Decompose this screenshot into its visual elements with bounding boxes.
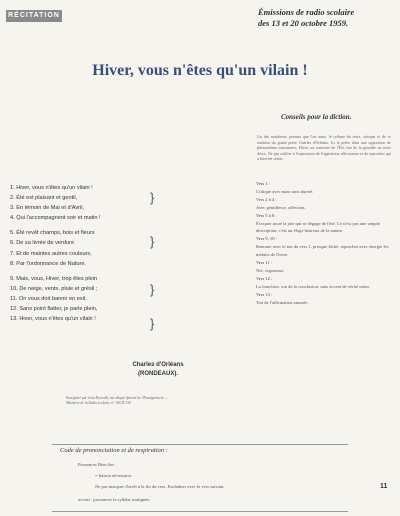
poem-line: 3. En témoin de Mai et d'Avril, xyxy=(10,205,85,212)
note-vers: Vers 1 : xyxy=(256,181,271,186)
note-vers: Vers 2 à 4 : xyxy=(256,196,277,202)
intro-paragraph: Un des nombreux poèmes que l'on aime, le rythme du texte, critique et de ce rondeau du grand poète Charles d'Orléans. Ici le poète dans une opposition de phénomènes saisonniers, Hiver, au contraire de l'Été, fait de la grisaille un triste décor. Ne pas oublier à l'expression de l'opposition affectueuse et de reproches qui a bien été sentie. xyxy=(257,134,391,162)
note-text: Critique avec mais sans dureté. xyxy=(256,188,314,194)
note-vers: Vers 13 : xyxy=(256,291,273,297)
poem-line: 7. Et de maintes autres couleurs, xyxy=(10,250,92,257)
broadcast-info xyxy=(258,7,396,29)
author-name: Charles d'Orléans xyxy=(132,362,184,368)
brace-mark: } xyxy=(150,316,155,331)
code-line: = liaison nécessaire. xyxy=(95,473,133,478)
note-vers: Vers 11 : xyxy=(256,260,273,266)
poem-line: 1. Hiver, vous n'êtes qu'un vilain ! xyxy=(10,185,93,191)
stanza-1 xyxy=(10,183,160,223)
recording-source-note: Enregistré par Jean Doerulle, sur disque Spécial de l'Enseignement — Ministère de la Radio scolaire, n° 106 D 330. xyxy=(66,396,168,405)
note-text: Avec gentillesse, affection. xyxy=(256,204,306,210)
page-number: 11 xyxy=(380,483,388,490)
poem-body xyxy=(10,183,160,331)
section-badge: RÉCITATION xyxy=(6,10,62,22)
note-text: Ton de l'affirmation amusée. xyxy=(256,299,309,305)
code-line: accent : prononcer la syllabe soulignée. xyxy=(78,497,151,502)
note-text: Évoquer toute la joie qui se dégage de l'été. Ce n'est pas une simple description, c'est un éloge heureux de la nature. xyxy=(256,220,380,234)
poem-line: 5. Été revêt champs, bois et fleurs xyxy=(10,230,95,237)
diction-notes xyxy=(256,180,396,307)
author-credit xyxy=(128,361,188,379)
conseils-heading: Conseils pour la diction. xyxy=(281,113,352,121)
poem-line: 2. Été est plaisant et gentil, xyxy=(10,195,78,202)
poem-line: 13. Hiver, vous n'êtes qu'un vilain ! xyxy=(10,316,96,323)
poem-line: 11. On vous doit bannir en exil. xyxy=(10,295,87,302)
poem-title: Hiver, vous n'êtes qu'un vilain ! xyxy=(92,62,308,79)
brace-mark: } xyxy=(150,190,155,205)
note-vers: Vers 12 : xyxy=(256,275,273,281)
poem-line: 4. Qui l'accompagnent soir et matin ! xyxy=(10,215,101,222)
author-work: (RONDEAUX). xyxy=(138,371,178,377)
note-text: La franchise, ton de la conclusion, sans accent de vérité naïve. xyxy=(256,283,371,289)
poem-line: 10. De neige, vents, pluie et grésil ; xyxy=(10,285,98,292)
brace-mark: } xyxy=(150,234,155,249)
stanza-3 xyxy=(10,274,160,324)
poem-line: 12. Sans point flatter, je parle plein, xyxy=(10,306,98,313)
poem-line: 6. De sa livrée de verdure xyxy=(10,240,75,247)
stanza-2 xyxy=(10,228,160,268)
note-text: Net, vigoureux. xyxy=(256,267,285,273)
broadcast-line-2: des 13 et 20 octobre 1959. xyxy=(258,18,349,28)
code-title: Code de prononciation et de respiration : xyxy=(60,447,168,454)
note-vers: Vers 9, 10 : xyxy=(256,236,277,242)
brace-mark: } xyxy=(150,282,155,297)
poem-line: 9. Mais, vous, Hiver, trop êtes plein xyxy=(10,275,98,282)
note-vers: Vers 5 à 8 : xyxy=(256,212,277,218)
note-text: Renouer avec le ton du vers 1, presque fâché, reprocher avec énergie les méfaits de l'hiver. xyxy=(256,244,389,258)
poem-line: 8. Par l'ordonnance de Nature. xyxy=(10,260,87,267)
broadcast-line-1: Émissions de radio scolaire xyxy=(258,7,355,17)
code-line: Ne pas marquer d'arrêt à la fin du vers. Enchaîner avec le vers suivant. xyxy=(95,484,225,489)
code-line: Prononcer Bien lier xyxy=(78,462,114,467)
